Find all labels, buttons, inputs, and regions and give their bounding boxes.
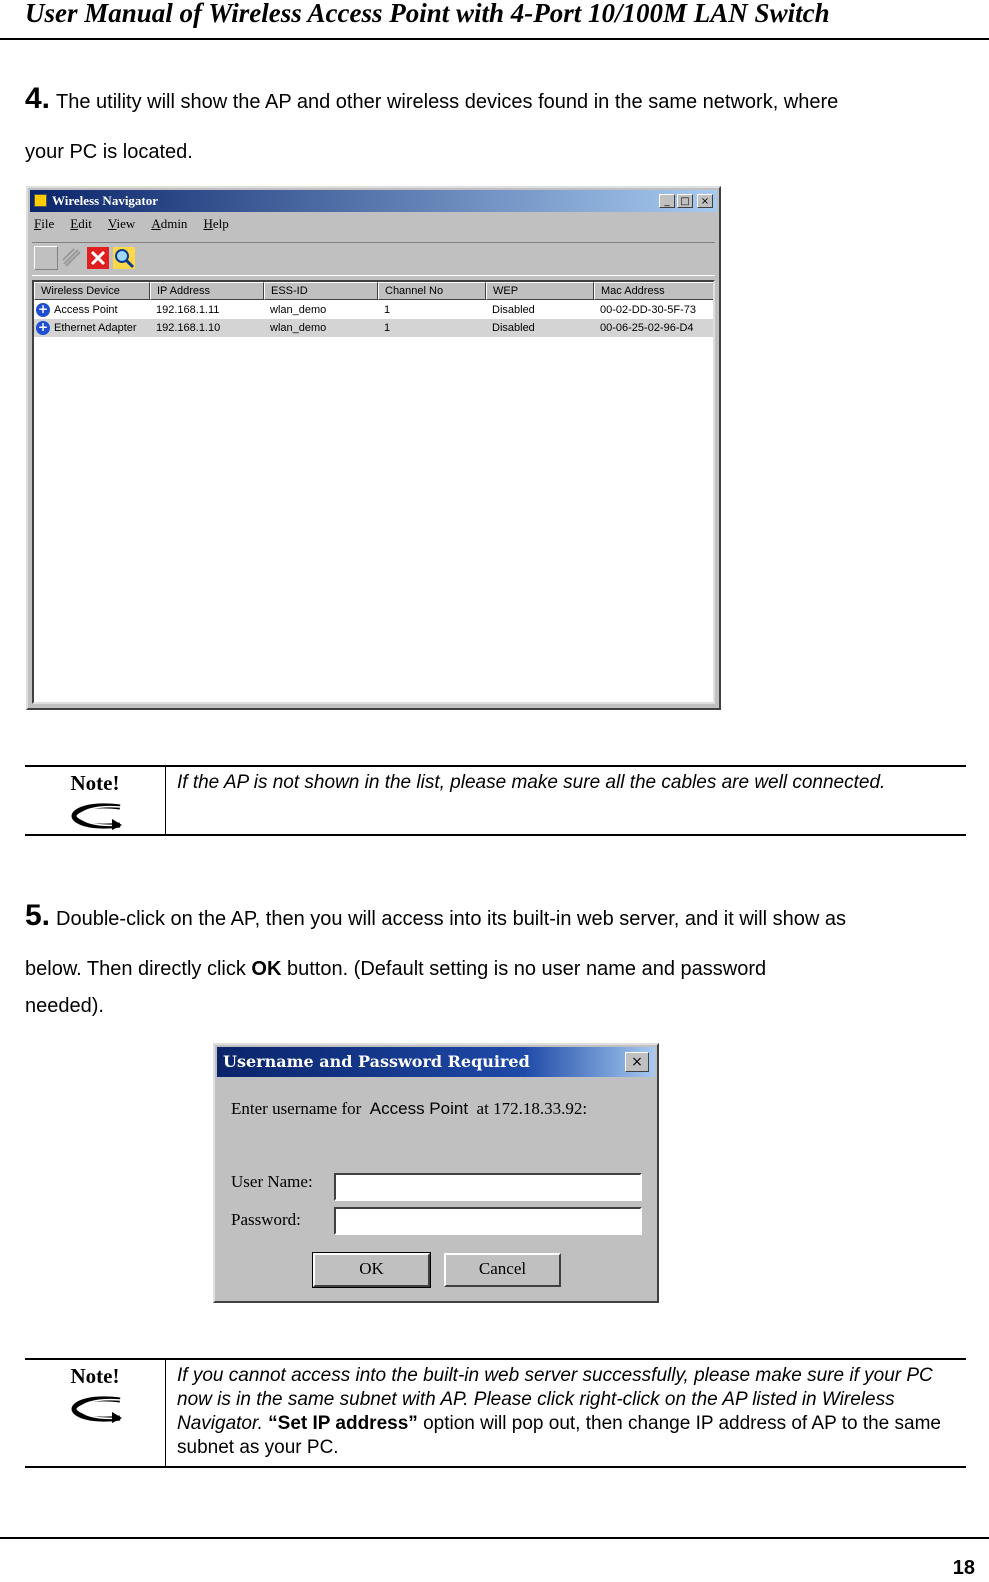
device-row-ethernet-adapter[interactable]: [34, 319, 713, 337]
dialog-realm: Access Point: [369, 1099, 469, 1118]
document-header-title: User Manual of Wireless Access Point with 4-Port 10/100M LAN Switch: [25, 0, 830, 28]
step-4-text: The utility will show the AP and other wireless devices found in the same network, where: [56, 91, 839, 113]
set-ip-address-emphasis: “Set IP address”: [268, 1413, 418, 1434]
username-label: User Name:: [231, 1172, 313, 1191]
maximize-icon[interactable]: □: [677, 194, 693, 208]
navigator-title-bar[interactable]: [30, 190, 717, 212]
cell-mac: 00-06-25-02-96-D4: [600, 322, 694, 334]
menu-edit[interactable]: Edit: [70, 216, 92, 231]
login-dialog: [213, 1043, 659, 1303]
cell-device: Access Point: [54, 304, 118, 316]
cell-wep: Disabled: [492, 322, 535, 334]
dialog-title: Username and Password Required: [223, 1052, 530, 1071]
close-icon[interactable]: ×: [625, 1052, 649, 1072]
cell-mac: 00-02-DD-30-5F-73: [600, 304, 696, 316]
menu-bar: [34, 216, 229, 232]
wireless-navigator-window: [26, 186, 721, 710]
delete-icon[interactable]: [86, 246, 110, 270]
minimize-icon[interactable]: _: [659, 194, 675, 208]
menu-help[interactable]: Help: [203, 216, 229, 231]
note-box-2: [25, 1358, 966, 1468]
device-plus-icon: +: [37, 320, 49, 334]
column-mac-address[interactable]: Mac Address: [594, 282, 715, 300]
cell-ip: 192.168.1.10: [156, 322, 221, 334]
dialog-prompt: Enter username for Access Point at 172.18.33.92:: [231, 1099, 588, 1118]
cell-device: Ethernet Adapter: [54, 322, 137, 334]
note-arrow-icon: [68, 801, 124, 831]
page-number: 18: [952, 1557, 975, 1579]
device-list[interactable]: [32, 280, 715, 704]
step-4-number: 4.: [25, 82, 51, 115]
close-icon[interactable]: ×: [697, 194, 713, 208]
column-wireless-device[interactable]: Wireless Device: [34, 282, 150, 300]
cancel-button[interactable]: Cancel: [444, 1253, 561, 1287]
cell-channel: 1: [384, 322, 391, 334]
ok-emphasis: OK: [251, 958, 282, 980]
username-input[interactable]: [334, 1173, 642, 1201]
menu-view[interactable]: View: [107, 216, 136, 231]
password-label: Password:: [231, 1210, 301, 1229]
footer-rule: [0, 1537, 989, 1539]
toolbar: [32, 242, 715, 276]
step-4-line-2: your PC is located.: [25, 141, 193, 163]
step-4-line-1: [25, 84, 838, 114]
header-rule: [0, 38, 989, 40]
note-2-text: If you cannot access into the built-in web server successfully, please make sure if your PC now is in the same subnet with AP. Please click right-click on the AP listed in Wireless Navigator. “Set IP address” option will pop out, then change IP address of AP to the same subnet as your PC.: [177, 1365, 941, 1458]
device-row-access-point[interactable]: [34, 301, 713, 319]
note-box-1: [25, 765, 966, 836]
column-ess-id[interactable]: ESS-ID: [264, 282, 378, 300]
cell-wep: Disabled: [492, 304, 535, 316]
column-ip-address[interactable]: IP Address: [150, 282, 264, 300]
navigator-title: Wireless Navigator: [52, 193, 159, 208]
note-label: Note!: [70, 1364, 120, 1388]
menu-admin[interactable]: Admin: [151, 216, 188, 231]
device-plus-icon: +: [37, 302, 49, 316]
step-5-line-1: [25, 901, 846, 931]
column-channel-no[interactable]: Channel No: [378, 282, 486, 300]
cell-essid: wlan_demo: [270, 322, 327, 334]
cell-essid: wlan_demo: [270, 304, 327, 316]
window-controls: [659, 194, 713, 208]
password-input[interactable]: [334, 1207, 642, 1235]
cell-channel: 1: [384, 304, 391, 316]
note-arrow-icon: [68, 1394, 124, 1424]
menu-file[interactable]: File: [34, 216, 55, 231]
step-5-line-3: needed).: [25, 995, 104, 1017]
dialog-title-bar[interactable]: [217, 1047, 655, 1077]
column-wep[interactable]: WEP: [486, 282, 594, 300]
cell-ip: 192.168.1.11: [156, 304, 220, 316]
ok-button[interactable]: OK: [313, 1253, 430, 1287]
search-icon[interactable]: [112, 246, 136, 270]
navigator-app-icon: [34, 194, 47, 207]
blank-tool-icon[interactable]: [34, 246, 58, 270]
disabled-tool-icon[interactable]: [60, 246, 84, 270]
step-5-line-2: below. Then directly click OK button. (Default setting is no user name and password: [25, 958, 767, 980]
note-label: Note!: [70, 771, 120, 795]
step-5-number: 5.: [25, 899, 51, 932]
step-5-text: Double-click on the AP, then you will access into its built-in web server, and it will show as: [56, 908, 847, 930]
note-1-text: If the AP is not shown in the list, please make sure all the cables are well connected.: [177, 772, 886, 793]
